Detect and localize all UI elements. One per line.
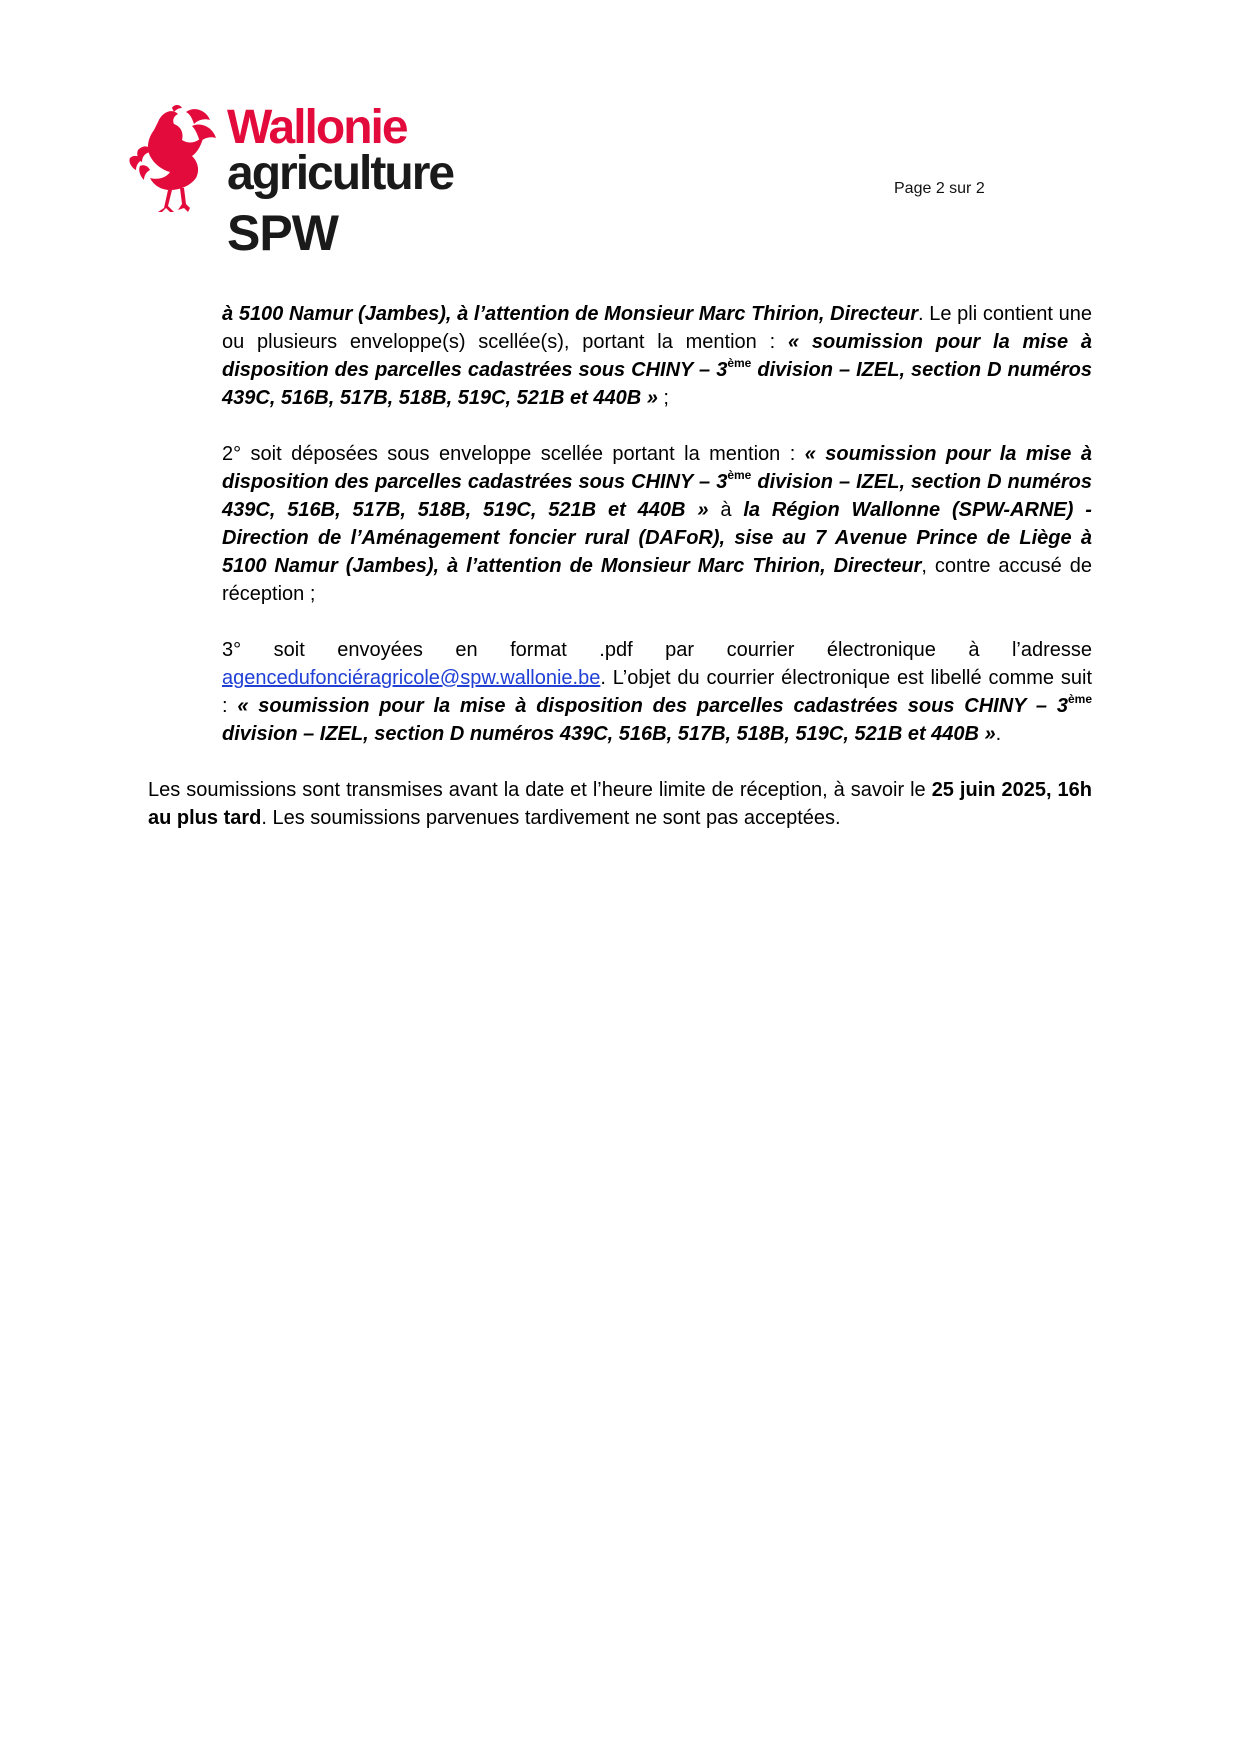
envelope-text: . Le pli contient une ou plusieurs enveloppe(s) scellée(s), portant la mention : <box>222 303 1092 353</box>
superscript: ème <box>727 356 752 370</box>
mention-text-end: division – IZEL, section D numéros 439C, 516B, 517B, 518B, 519C, 521B et 440B » <box>222 359 1092 409</box>
paragraph-option-3-line1 <box>148 636 1092 664</box>
punctuation: . <box>995 723 1002 745</box>
deadline-intro: Les soumissions sont transmises avant la date et l’heure limite de réception, à savoir le <box>148 779 932 801</box>
receipt-text: , contre accusé de réception ; <box>222 555 1092 605</box>
mention-text: « soumission pour la mise à disposition des parcelles cadastrées sous CHINY – 3 <box>222 331 1092 381</box>
paragraph-address <box>148 300 1092 412</box>
recipient-address: la Région Wallonne (SPW-ARNE) - Direction de l’Aménagement foncier rural (DAFoR), sise au 7 Avenue Prince de Liège à 5100 Namur (Jambes), à l’attention de Monsieur Marc Thirion, Directeur <box>222 499 1092 577</box>
paragraph-deadline <box>148 776 1092 832</box>
paragraph-option-2 <box>148 440 1092 608</box>
email-subject-text: . L’objet du courrier électronique est libellé comme suit : <box>222 667 1092 717</box>
address-text: à 5100 Namur (Jambes), à l’attention de Monsieur Marc Thirion, Directeur <box>222 303 918 325</box>
paragraph-option-3 <box>148 664 1092 748</box>
wallonie-agriculture-logo <box>128 101 498 264</box>
option-2-intro: 2° soit déposées sous enveloppe scellée portant la mention : <box>222 443 805 465</box>
email-link[interactable]: agencedufonciéragricole@spw.wallonie.be <box>222 667 601 689</box>
superscript: ème <box>1067 692 1092 706</box>
brand-spw: SPW <box>227 205 338 261</box>
brand-wallonie: Wallonie <box>227 101 407 154</box>
connector-text: à <box>708 499 744 521</box>
page-number: Page 2 sur 2 <box>894 180 985 197</box>
mention-text-end: division – IZEL, section D numéros 439C, 516B, 517B, 518B, 519C, 521B et 440B » <box>222 471 1092 521</box>
brand-agriculture: agriculture <box>227 147 454 200</box>
mention-text-end: division – IZEL, section D numéros 439C, 516B, 517B, 518B, 519C, 521B et 440B » <box>222 723 996 745</box>
punctuation: ; <box>657 387 669 409</box>
superscript: ème <box>727 468 752 482</box>
mention-text: « soumission pour la mise à disposition des parcelles cadastrées sous CHINY – 3 <box>222 443 1092 493</box>
deadline-date: 25 juin 2025, 16h au plus tard <box>148 779 1092 829</box>
option-3-intro: 3° soit envoyées en format .pdf par courrier électronique à l’adresse <box>222 639 1092 661</box>
rooster-icon <box>128 104 220 214</box>
late-submissions-text: . Les soumissions parvenues tardivement ne sont pas acceptées. <box>261 807 841 829</box>
mention-text: « soumission pour la mise à disposition des parcelles cadastrées sous CHINY – 3 <box>237 695 1068 717</box>
document-body <box>148 300 1092 832</box>
